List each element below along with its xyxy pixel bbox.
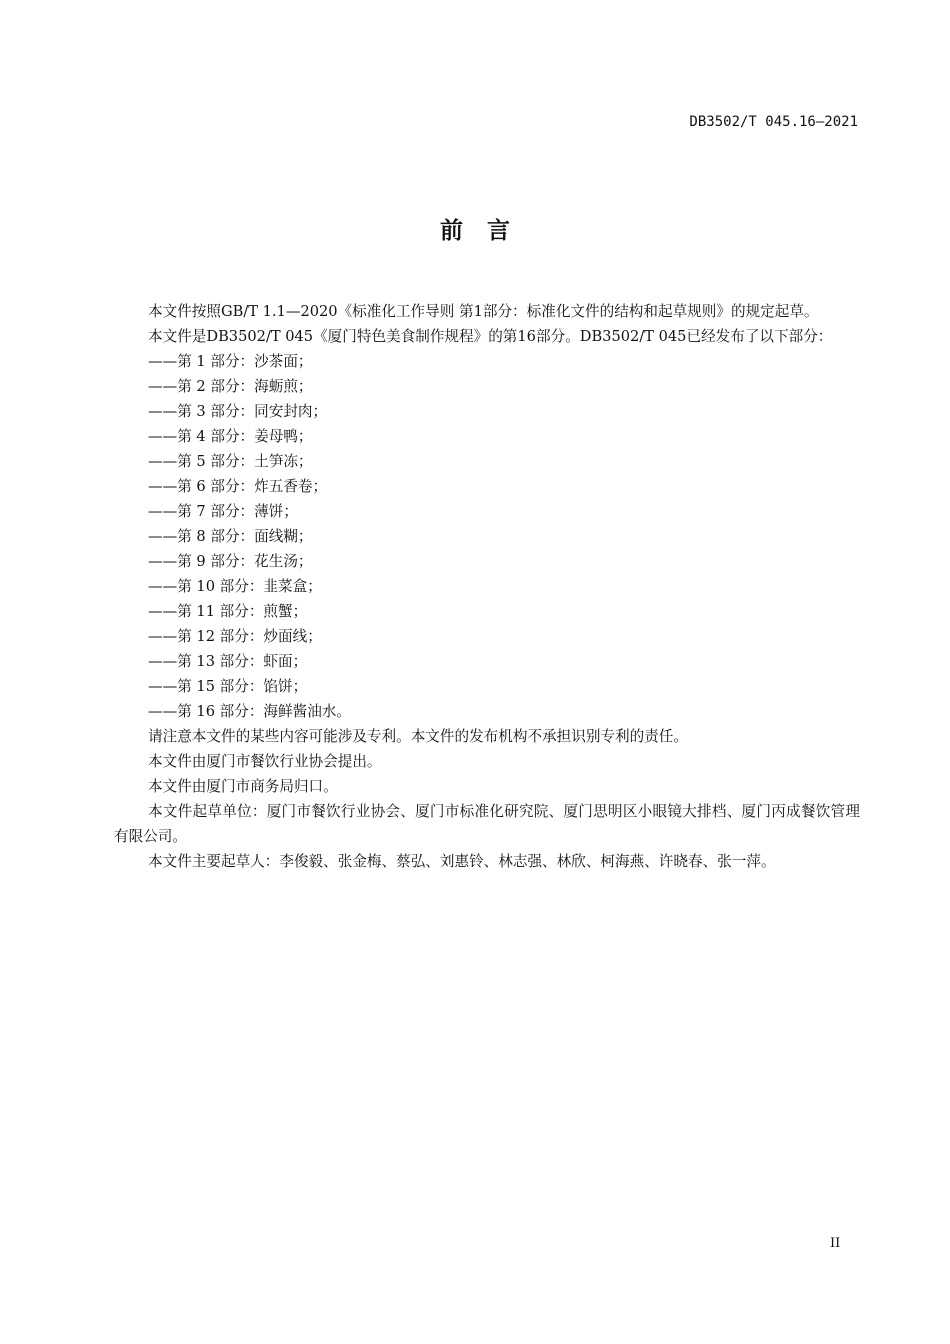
paragraph: 本文件按照GB/T 1.1—2020《标准化工作导则 第1部分：标准化文件的结构和起草规则》的规定起草。 — [148, 303, 819, 320]
list-item: ——第 5 部分：土笋冻； — [148, 453, 313, 470]
list-item: ——第 8 部分：面线糊； — [148, 528, 313, 545]
page-number: II — [830, 1236, 841, 1251]
list-item: ——第 9 部分：花生汤； — [148, 553, 313, 570]
document-code: DB3502/T 045.16—2021 — [689, 114, 858, 130]
list-item: ——第 3 部分：同安封肉； — [148, 403, 328, 420]
paragraph: 本文件是DB3502/T 045《厦门特色美食制作规程》的第16部分。DB3502/T 045已经发布了以下部分： — [148, 328, 833, 345]
paragraph: 本文件主要起草人：李俊毅、张金梅、蔡弘、刘惠铃、林志强、林欣、柯海燕、许晓春、张一萍。 — [148, 853, 776, 870]
list-item: ——第 16 部分：海鲜酱油水。 — [148, 703, 351, 720]
parts-list — [114, 349, 860, 724]
list-item: ——第 10 部分：韭菜盒； — [148, 578, 322, 595]
list-item: ——第 15 部分：馅饼； — [148, 678, 308, 695]
paragraph: 本文件由厦门市餐饮行业协会提出。 — [148, 753, 382, 770]
list-item: ——第 7 部分：薄饼； — [148, 503, 298, 520]
page-title: 前言 — [440, 218, 534, 244]
list-item: ——第 11 部分：煎蟹； — [148, 603, 308, 620]
foreword-body — [114, 299, 860, 874]
list-item: ——第 12 部分：炒面线； — [148, 628, 322, 645]
list-item: ——第 2 部分：海蛎煎； — [148, 378, 313, 395]
list-item: ——第 13 部分：虾面； — [148, 653, 308, 670]
paragraph: 本文件由厦门市商务局归口。 — [148, 778, 338, 795]
paragraph: 本文件起草单位：厦门市餐饮行业协会、厦门市标准化研究院、厦门思明区小眼镜大排档、厦门丙成餐饮管理有限公司。 — [114, 803, 860, 845]
paragraph: 请注意本文件的某些内容可能涉及专利。本文件的发布机构不承担识别专利的责任。 — [148, 728, 688, 745]
list-item: ——第 4 部分：姜母鸭； — [148, 428, 313, 445]
list-item: ——第 1 部分：沙茶面； — [148, 353, 313, 370]
list-item: ——第 6 部分：炸五香卷； — [148, 478, 328, 495]
